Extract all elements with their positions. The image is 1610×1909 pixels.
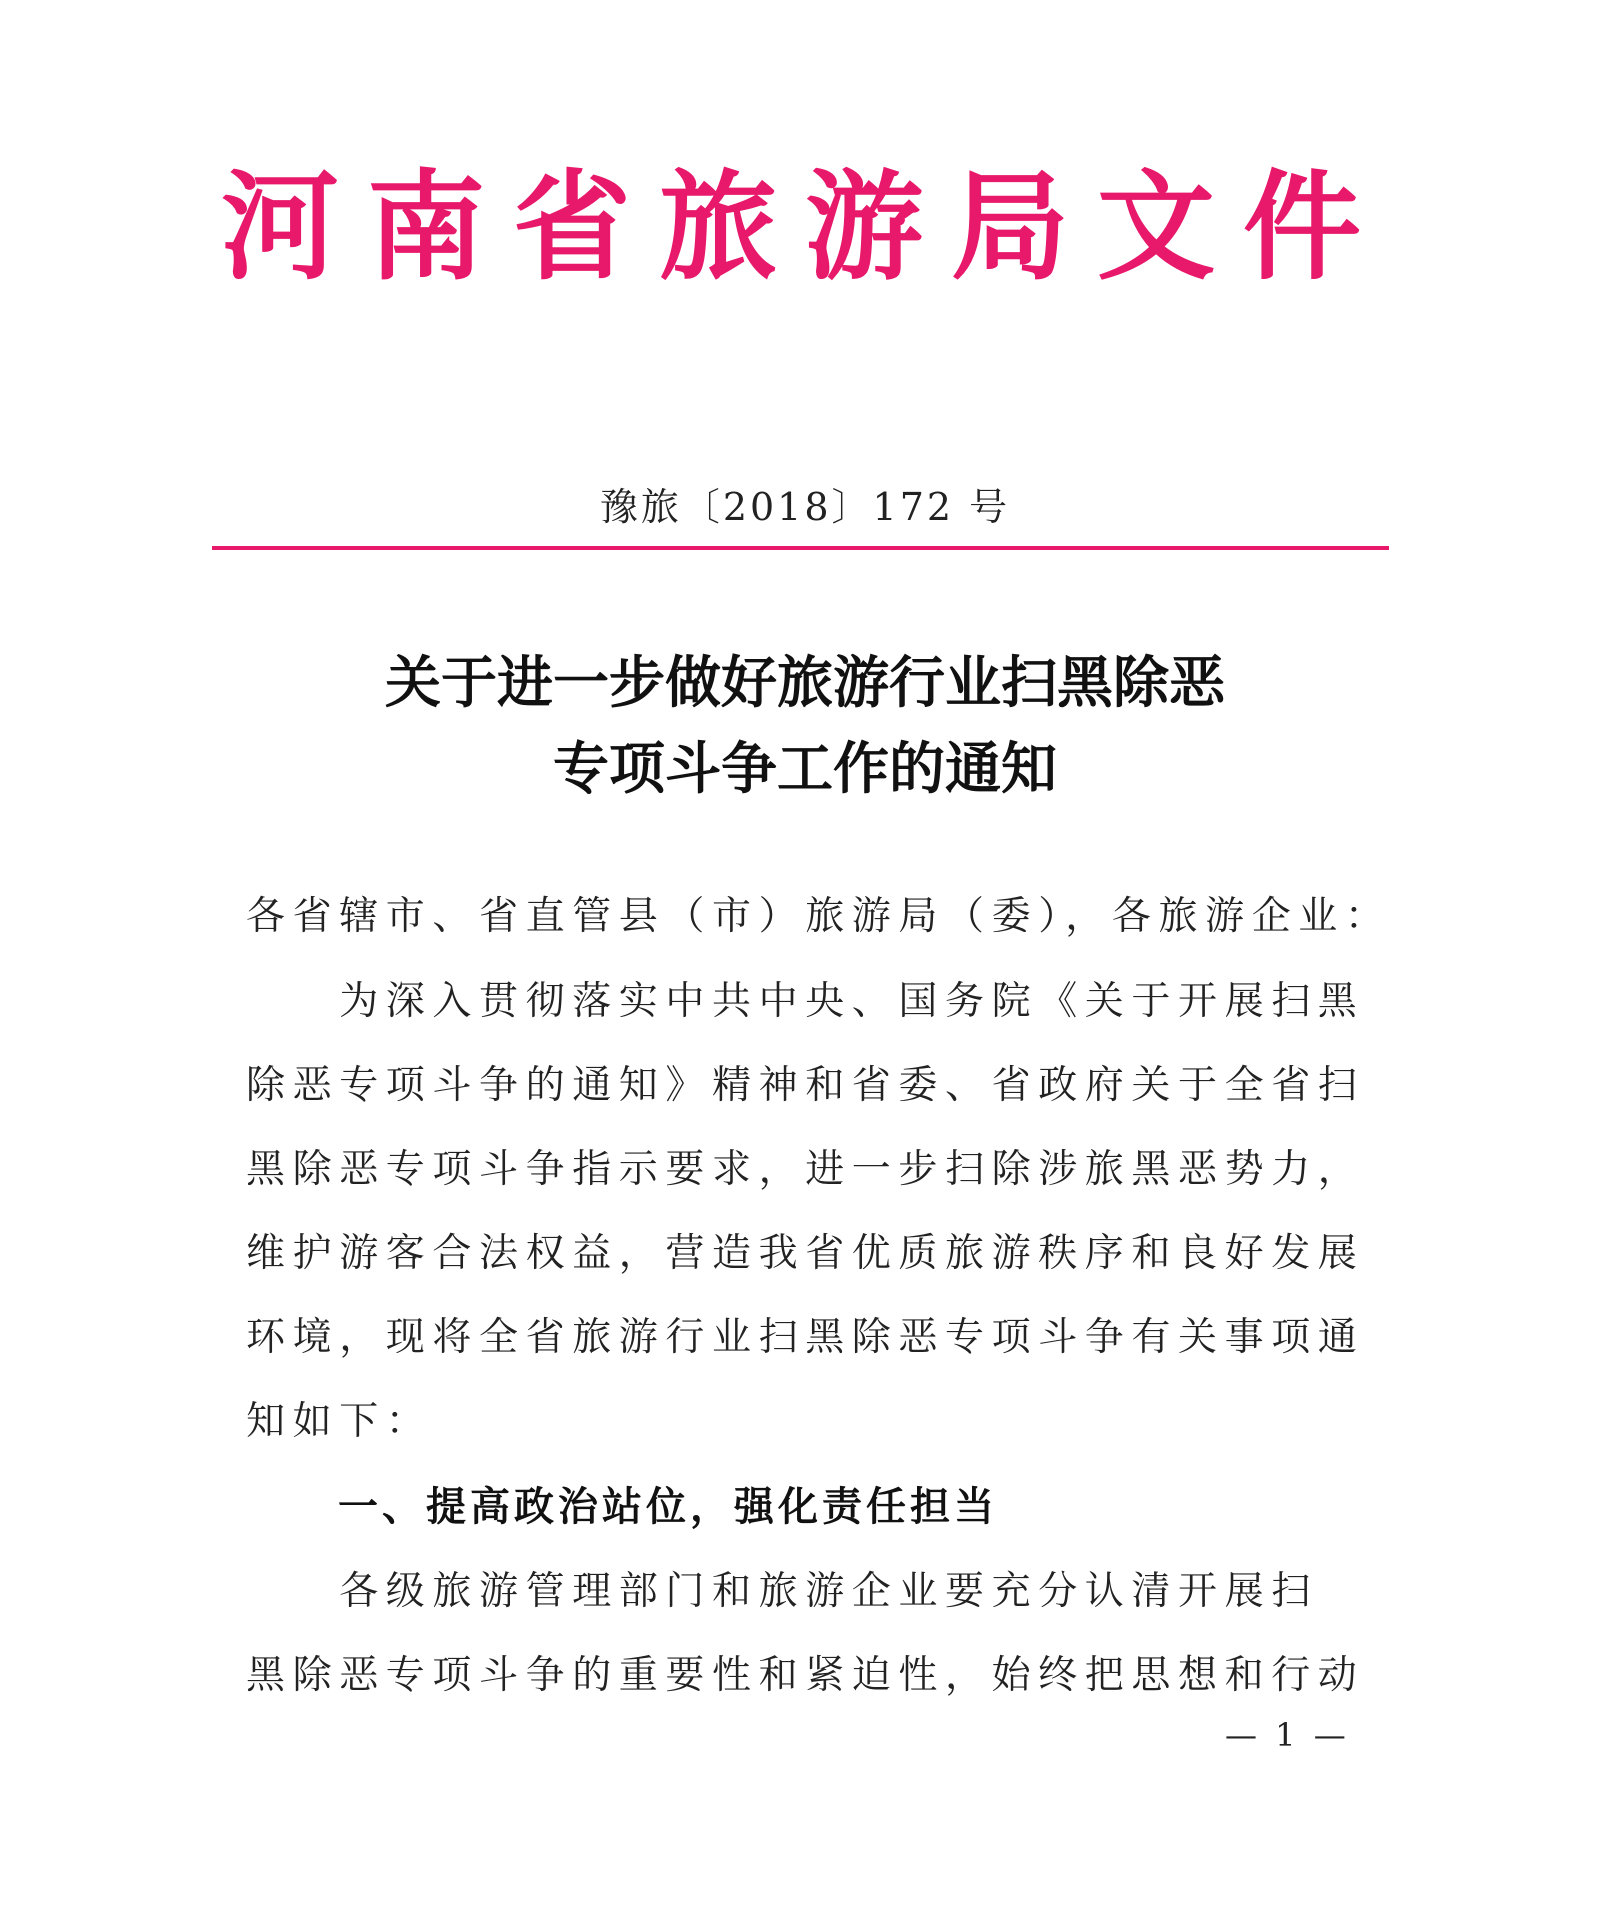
- paragraph-1-line-6: 知如下：: [246, 1399, 433, 1444]
- document-number: 豫旅〔2018〕172 号: [599, 485, 1011, 529]
- paragraph-1-line-4: 维护游客合法权益，营造我省优质旅游秩序和良好发展: [246, 1231, 1365, 1276]
- paragraph-2-line-2: 黑除恶专项斗争的重要性和紧迫性，始终把思想和行动: [246, 1653, 1365, 1698]
- paragraph-1-line-5: 环境，现将全省旅游行业扫黑除恶专项斗争有关事项通: [246, 1315, 1365, 1360]
- document-title-line-1: 关于进一步做好旅游行业扫黑除恶: [385, 650, 1225, 716]
- header-red-rule: [212, 546, 1389, 550]
- paragraph-1-line-3: 黑除恶专项斗争指示要求，进一步扫除涉旅黑恶势力，: [246, 1147, 1365, 1192]
- paragraph-2-line-1: 各级旅游管理部门和旅游企业要充分认清开展扫: [246, 1569, 1318, 1614]
- section-1-heading: 一、提高政治站位，强化责任担当: [338, 1484, 998, 1530]
- paragraph-1-line-1: 为深入贯彻落实中共中央、国务院《关于开展扫黑: [246, 979, 1365, 1024]
- page-number: — 1 —: [1225, 1716, 1350, 1754]
- document-title-line-2: 专项斗争工作的通知: [553, 736, 1057, 802]
- addressee-line: 各省辖市、省直管县（市）旅游局（委），各旅游企业：: [246, 894, 1392, 939]
- document-header-title: 河南省旅游局文件: [220, 157, 1389, 296]
- document-title: [0, 640, 1610, 812]
- paragraph-1-line-2: 除恶专项斗争的通知》精神和省委、省政府关于全省扫: [246, 1063, 1365, 1108]
